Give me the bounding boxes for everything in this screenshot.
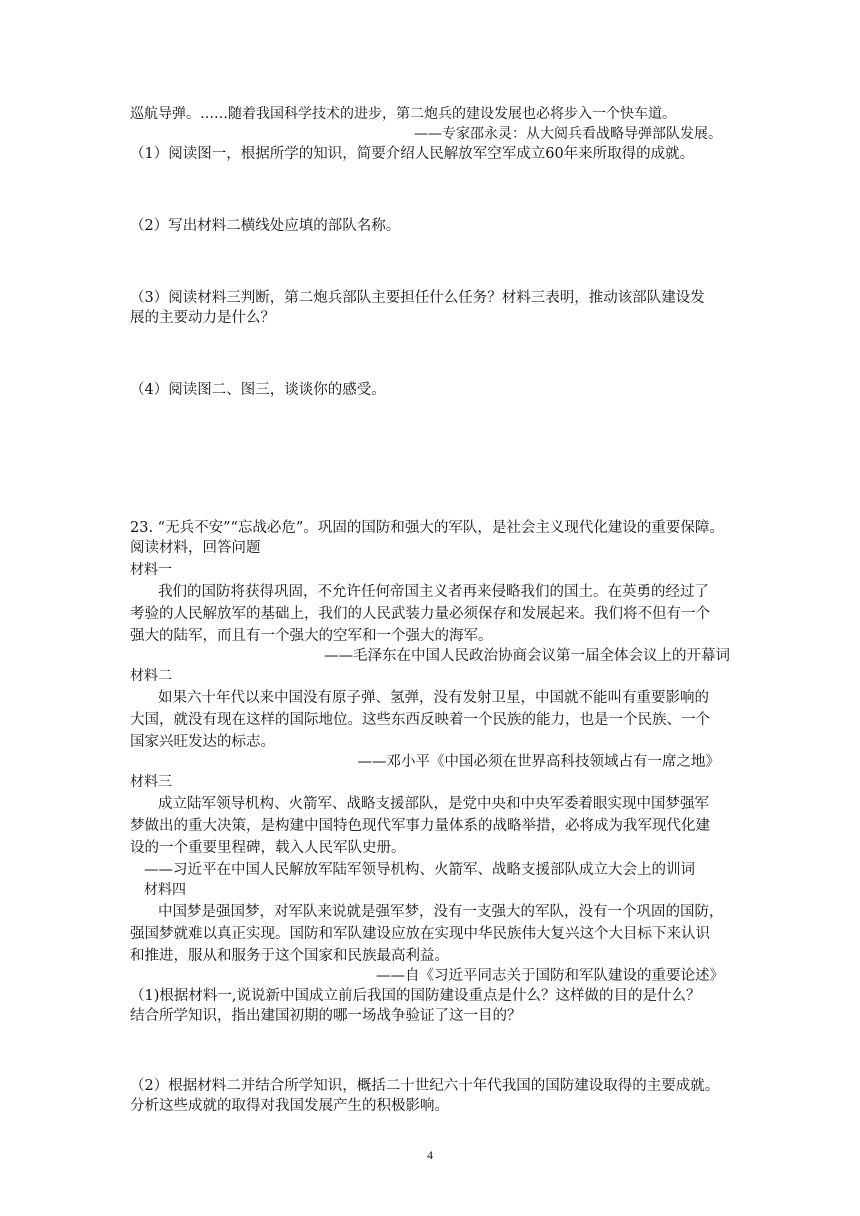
sub-question-1-line2: 结合所学知识，指出建国初期的哪一场战争验证了这一目的？	[130, 1008, 522, 1024]
material-4-title: 材料四	[144, 882, 186, 898]
sub-question-2-line1: （2）根据材料二并结合所学知识，概括二十世纪六十年代我国的国防建设取得的主要成就。	[130, 1078, 720, 1094]
material-2-line: 如果六十年代以来中国没有原子弹、氢弹，没有发射卫星，中国就不能叫有重要影响的	[158, 690, 709, 706]
question-3-line2: 展的主要动力是什么？	[130, 310, 275, 326]
sub-question-1-line1: （1)根据材料一,说说新中国成立前后我国的国防建设重点是什么？这样做的目的是什么？	[130, 988, 701, 1004]
material-2-source: ——邓小平《中国必须在世界高科技领域占有一席之地》	[357, 754, 720, 770]
question-4: （4）阅读图二、图三，谈谈你的感受。	[130, 382, 386, 398]
material-2-line: 大国，就没有现在这样的国际地位。这些东西反映着一个民族的能力，也是一个民族、一个	[130, 712, 710, 728]
material-4-line: 和推进，服从和服务于这个国家和民族最高利益。	[130, 948, 449, 964]
question-3-line1: （3）阅读材料三判断，第二炮兵部队主要担任什么任务？材料三表明，推动该部队建设发	[130, 290, 705, 306]
material-1-title: 材料一	[130, 562, 172, 578]
material-3-line: 成立陆军领导机构、火箭军、战略支援部队，是党中央和中央军委着眼实现中国梦强军	[158, 796, 709, 812]
material-1-line: 强大的陆军，而且有一个强大的空军和一个强大的海军。	[130, 628, 493, 644]
question-23-intro: 23. “无兵不安”“忘战必危”。巩固的国防和强大的军队，是社会主义现代化建设的重要保障。	[130, 520, 724, 536]
material-source: ——专家邵永灵：从大阅兵看战略导弹部队发展。	[414, 126, 722, 142]
material-3-line: 梦做出的重大决策，是构建中国特色现代军事力量体系的战略举措，必将成为我军现代化建	[130, 818, 710, 834]
material-4-source: ——自《习近平同志关于国防和军队建设的重要论述》	[376, 968, 724, 984]
material-3-title: 材料三	[130, 774, 172, 790]
material-1-source: ——毛泽东在中国人民政治协商会议第一届全体会议上的开幕词	[324, 648, 730, 664]
material-3-source: ——习近平在中国人民解放军陆军领导机构、火箭军、战略支援部队成立大会上的训词	[144, 862, 695, 878]
page-number: 4	[427, 1148, 433, 1162]
material-text-line: 巡航导弹。……随着我国科学技术的进步，第二炮兵的建设发展也必将步入一个快车道。	[130, 106, 676, 122]
material-1-line: 考验的人民解放军的基础上，我们的人民武装力量必须保存和发展起来。我们将不但有一个	[130, 606, 710, 622]
sub-question-2-line2: 分析这些成就的取得对我国发展产生的积极影响。	[130, 1098, 449, 1114]
material-2-title: 材料二	[130, 668, 172, 684]
question-23-instruction: 阅读材料，回答问题	[130, 540, 261, 556]
material-4-line: 中国梦是强国梦，对军队来说就是强军梦，没有一支强大的军队，没有一个巩固的国防，	[158, 904, 724, 920]
material-4-line: 强国梦就难以真正实现。国防和军队建设应放在实现中华民族伟大复兴这个大目标下来认识	[130, 926, 710, 942]
material-1-line: 我们的国防将获得巩固，不允许任何帝国主义者再来侵略我们的国土。在英勇的经过了	[158, 584, 709, 600]
material-3-line: 设的一个重要里程碑，载入人民军队史册。	[130, 840, 406, 856]
material-2-line: 国家兴旺发达的标志。	[130, 734, 275, 750]
question-2: （2）写出材料二横线处应填的部队名称。	[130, 218, 401, 234]
question-1: （1）阅读图一，根据所学的知识，简要介绍人民解放军空军成立60年来所取得的成就。	[130, 146, 695, 162]
